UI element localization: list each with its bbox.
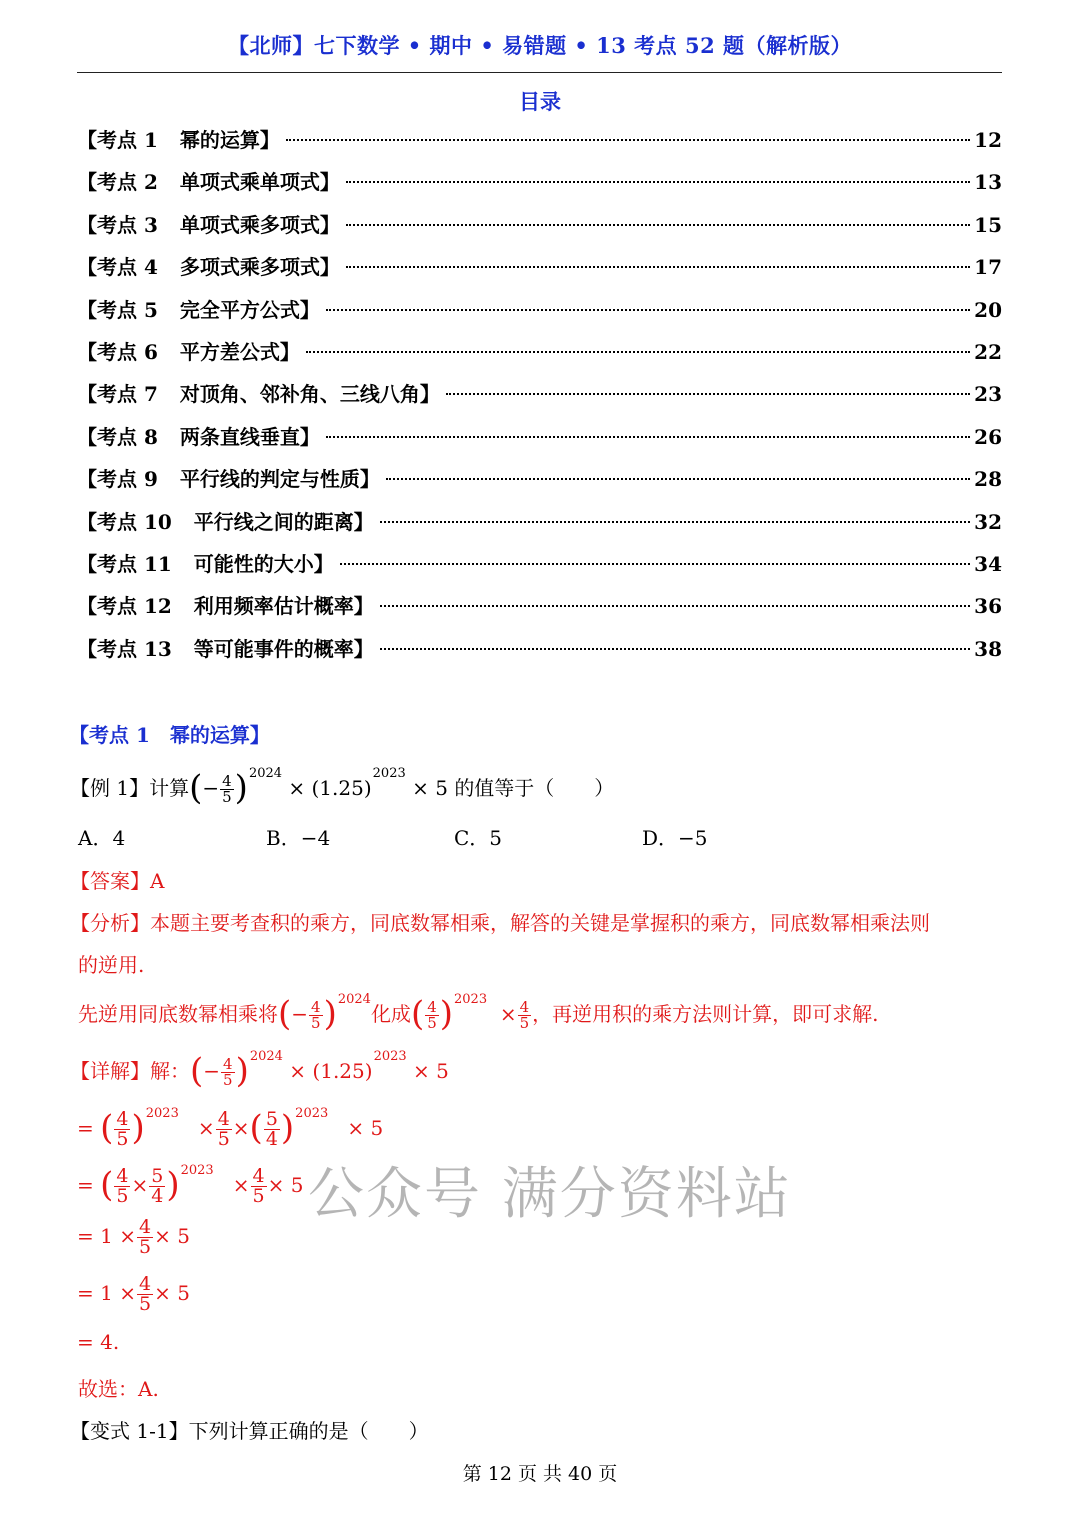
analysis-line-1: 【分析】本题主要考查积的乘方，同底数幂相乘，解答的关键是掌握积的乘方，同底数幂相乘法则	[70, 911, 930, 935]
toc-item[interactable]	[77, 124, 1002, 166]
toc-item[interactable]	[77, 209, 1002, 251]
section-title	[69, 719, 270, 748]
toc-leader-dots	[380, 605, 970, 607]
example-suffix: 的值等于（ ）	[454, 776, 615, 800]
page-footer: 第 12 页 共 40 页	[462, 1463, 618, 1485]
toc-leader-dots	[346, 266, 970, 268]
toc-item-label: 【考点 4 多项式乘多项式】	[77, 255, 340, 280]
toc-item-label: 【考点 10 平行线之间的距离】	[77, 509, 374, 534]
answer-options	[78, 822, 708, 851]
toc-leader-dots	[326, 309, 970, 311]
toc-item-page: 15	[974, 212, 1002, 237]
analysis-line-3: 先逆用同底数幂相乘将(− $\frac{4}{5}$ )$^{2024}$化成( $\frac{4}{5}$ )$^{2023}$ × $\frac{4}{5}$ ，再逆用积的乘方法则计算，即可求解.	[78, 992, 879, 1034]
toc-heading: 目录	[519, 89, 561, 114]
option-d: D．−5	[642, 826, 708, 850]
toc-leader-dots	[306, 351, 970, 353]
toc-item-page: 28	[974, 467, 1002, 492]
toc-item-page: 22	[974, 339, 1002, 364]
detail-step-3: = ( $\frac{4}{5}$ × $\frac{5}{4}$ )$^{2023}$ × $\frac{4}{5}$ × 5	[77, 1163, 304, 1207]
table-of-contents	[77, 124, 1002, 675]
toc-item[interactable]	[77, 166, 1002, 208]
toc-leader-dots	[346, 224, 970, 226]
toc-leader-dots	[340, 563, 970, 565]
toc-item-page: 36	[974, 594, 1002, 619]
toc-item-label: 【考点 9 平行线的判定与性质】	[77, 467, 380, 492]
toc-item-page: 32	[974, 509, 1002, 534]
toc-item[interactable]	[77, 378, 1002, 420]
option-b: B．−4	[266, 826, 331, 850]
detail-step-1: 【详解】解：(− $\frac{4}{5}$ )$^{2024} \times (1.25)^{2023} \times 5$	[70, 1049, 449, 1091]
toc-item-label: 【考点 12 利用频率估计概率】	[77, 594, 374, 619]
toc-item-label: 【考点 5 完全平方公式】	[77, 297, 320, 322]
example-prefix: 计算	[149, 776, 190, 800]
header-divider	[77, 72, 1002, 73]
toc-item-page: 12	[974, 128, 1002, 152]
toc-leader-dots	[386, 478, 970, 480]
toc-item-label: 【考点 13 等可能事件的概率】	[77, 636, 374, 661]
toc-item-page: 17	[974, 255, 1002, 280]
toc-leader-dots	[346, 181, 970, 183]
toc-item[interactable]	[77, 590, 1002, 632]
toc-item[interactable]	[77, 633, 1002, 675]
toc-item-page: 23	[974, 382, 1002, 407]
toc-item[interactable]	[77, 251, 1002, 293]
toc-item-label: 【考点 8 两条直线垂直】	[77, 424, 320, 449]
variant-text: 下列计算正确的是（ ）	[188, 1419, 429, 1443]
section-name: 幂的运算】	[169, 723, 270, 747]
toc-item-page: 34	[974, 551, 1002, 576]
toc-item-page: 26	[974, 424, 1002, 449]
toc-item-label: 【考点 6 平方差公式】	[77, 339, 300, 364]
detail-conclusion: 故选：A.	[78, 1377, 159, 1401]
toc-item[interactable]	[77, 336, 1002, 378]
detail-step-4: = 1 × $\frac{4}{5}$ × 5	[77, 1216, 190, 1258]
detail-step-2: = ( $\frac{4}{5}$ )$^{2023}$ × $\frac{4}{5}$ ×( $\frac{5}{4}$ )$^{2023}$ × 5	[77, 1106, 384, 1150]
answer: 【答案】A	[70, 869, 165, 893]
section-number: 【考点 1	[69, 723, 150, 747]
toc-item-label: 【考点 3 单项式乘多项式】	[77, 212, 340, 237]
toc-item-page: 38	[974, 636, 1002, 661]
example-question: 【例 1】计算(− $\frac{4}{5}$ )$^{2024} \times (1.25)^{2023} \times 5$ 的值等于（ ）	[70, 766, 615, 808]
option-a: A．4	[78, 826, 126, 850]
analysis-line-2: 的逆用.	[78, 953, 145, 977]
watermark: 公众号 满分资料站	[308, 1162, 792, 1227]
toc-item-label: 【考点 2 单项式乘单项式】	[77, 170, 340, 195]
toc-item[interactable]	[77, 421, 1002, 463]
option-c: C．5	[454, 826, 503, 850]
toc-item[interactable]	[77, 463, 1002, 505]
detail-result: = 4.	[77, 1330, 120, 1354]
toc-leader-dots	[286, 139, 970, 141]
toc-leader-dots	[380, 521, 970, 523]
toc-item[interactable]	[77, 506, 1002, 548]
page-header-title: 【北师】七下数学 • 期中 • 易错题 • 13 考点 52 题（解析版）	[227, 33, 852, 58]
toc-item[interactable]	[77, 548, 1002, 590]
toc-leader-dots	[326, 436, 970, 438]
toc-leader-dots	[380, 648, 970, 650]
toc-item-label: 【考点 7 对顶角、邻补角、三线八角】	[77, 382, 440, 407]
variant-question	[70, 1415, 429, 1444]
toc-item-label: 【考点 1 幂的运算】	[77, 128, 280, 152]
toc-item-page: 13	[974, 170, 1002, 195]
detail-step-5: = 1 × $\frac{4}{5}$ × 5	[77, 1273, 190, 1315]
toc-item[interactable]	[77, 294, 1002, 336]
variant-label: 【变式 1-1】	[70, 1419, 189, 1443]
toc-item-label: 【考点 11 可能性的大小】	[77, 551, 334, 576]
example-label: 【例 1】	[70, 776, 150, 800]
toc-item-page: 20	[974, 297, 1002, 322]
toc-leader-dots	[446, 393, 970, 395]
